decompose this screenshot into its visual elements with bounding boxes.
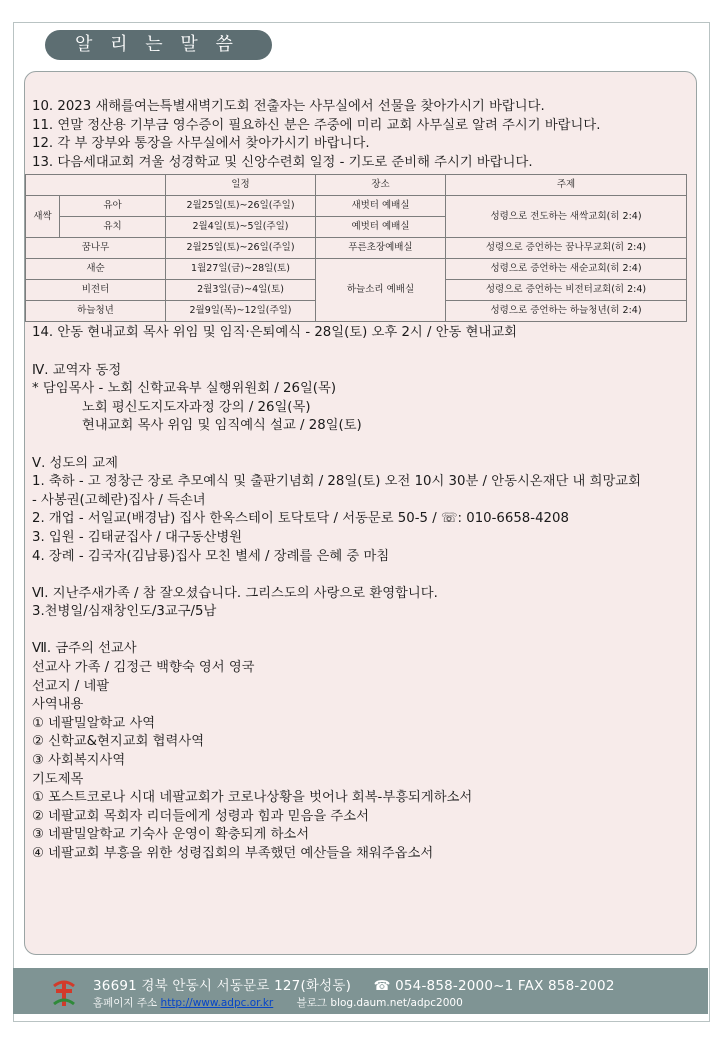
- blog-label: 블로그: [296, 997, 328, 1009]
- sec7-line: 사역내용: [32, 697, 84, 713]
- sec4-line: 현내교회 목사 위임 및 임직예식 설교 / 28일(토): [82, 418, 362, 434]
- row-date: 1월27일(금)~28일(토): [166, 259, 316, 280]
- row-date: 2월4일(토)~5일(주일): [166, 217, 316, 238]
- row-theme: 성령으로 증언하는 하늘청년(히 2:4): [446, 301, 687, 322]
- row-place: 새벗터 예배실: [316, 196, 446, 217]
- row-date: 2월25일(토)~26일(주일): [166, 196, 316, 217]
- row-place: 하늘소리 예배실: [316, 259, 446, 322]
- announcement-10: 10. 2023 새해를여는특별새벽기도회 전출자는 사무실에서 선물을 찾아가시기 바랍니다.: [32, 99, 545, 114]
- sec7-line: ③ 사회복지사역: [32, 753, 126, 769]
- sec7-line: ① 포스트코로나 시대 네팔교회가 코로나상황을 벗어나 회복-부흥되게하소서: [32, 790, 473, 806]
- sec7-line: ④ 네팔교회 부흥을 위한 성령집회의 부족했던 예산들을 채워주옵소서: [32, 846, 434, 861]
- footer-phone: ☎ 054-858-2000~1 FAX 858-2002: [373, 978, 615, 994]
- sec7-line: ① 네팔밀알학교 사역: [32, 715, 156, 731]
- row-place: 푸른초장예배실: [316, 238, 446, 259]
- sec7-line: 선교사 가족 / 김정근 백향숙 영서 영국: [32, 660, 255, 676]
- row-theme: 성령으로 증언하는 비전터교회(히 2:4): [446, 280, 687, 301]
- sec5-line: - 사봉권(고혜란)집사 / 득손녀: [32, 492, 206, 508]
- sec5-line: 3. 입원 - 김태균집사 / 대구동산병원: [32, 529, 243, 545]
- row-place: 예벗터 예배실: [316, 217, 446, 238]
- sec5-line: 4. 장례 - 김국자(김남룡)집사 모친 별세 / 장례를 은혜 중 마침: [32, 548, 390, 564]
- row-name: 비전터: [26, 280, 166, 301]
- announcement-11: 11. 연말 정산용 기부금 영수증이 필요하신 분은 주중에 미리 교회 사무실로 알려 주시기 바랍니다.: [32, 117, 601, 133]
- homepage-link[interactable]: http://www.adpc.or.kr: [160, 997, 274, 1009]
- announcement-content: [32, 98, 692, 864]
- group-label: 새싹: [26, 196, 60, 238]
- row-theme: 성령으로 증언하는 새순교회(히 2:4): [446, 259, 687, 280]
- sec7-line: ③ 네팔밀알학교 기숙사 운영이 확충되게 하소서: [32, 827, 310, 843]
- row-date: 2월25일(토)~26일(주일): [166, 238, 316, 259]
- footer-links-line: [93, 995, 463, 1010]
- row-name: 꿈나무: [26, 238, 166, 259]
- row-name: 새순: [26, 259, 166, 280]
- row-name: 유치: [60, 217, 166, 238]
- sec6-title: Ⅵ. 지난주새가족 / 참 잘오셨습니다. 그리스도의 사랑으로 환영합니다.: [32, 585, 438, 601]
- sec7-line: 선교지 / 네팔: [32, 678, 110, 694]
- sec4-title: Ⅳ. 교역자 동정: [32, 362, 122, 378]
- table-row: [26, 238, 687, 259]
- sec7-line: ② 네팔교회 목회자 리더들에게 성령과 힘과 믿음을 주소서: [32, 808, 369, 824]
- row-name: 유아: [60, 196, 166, 217]
- row-theme: 성령으로 전도하는 새싹교회(히 2:4): [446, 196, 687, 238]
- sec4-line: 노회 평신도지도자과정 강의 / 26일(목): [82, 399, 311, 415]
- schedule-table: [25, 174, 687, 322]
- sec5-line: 2. 개업 - 서일교(배경남) 집사 한옥스테이 토닥토닥 / 서동문로 50-5 / ☏: 010-6658-4208: [32, 511, 569, 527]
- table-header: 장소: [316, 175, 446, 196]
- blog-link[interactable]: blog.daum.net/adpc2000: [330, 997, 463, 1009]
- sec5-title: Ⅴ. 성도의 교제: [32, 455, 119, 471]
- table-row: [26, 259, 687, 280]
- announcement-14: 14. 안동 현내교회 목사 위임 및 임직·은퇴예식 - 28일(토) 오후 2시 / 안동 현내교회: [32, 325, 518, 341]
- row-theme: 성령으로 증언하는 꿈나무교회(히 2:4): [446, 238, 687, 259]
- sec4-line: * 담임목사 - 노회 신학교육부 실행위원회 / 26일(목): [32, 381, 337, 397]
- table-header: 주제: [446, 175, 687, 196]
- table-row: [26, 196, 687, 217]
- sec7-line: ② 신학교&현지교회 협력사역: [32, 734, 205, 750]
- table-header: 일정: [166, 175, 316, 196]
- row-date: 2월3일(금)~4일(토): [166, 280, 316, 301]
- row-name: 하늘청년: [26, 301, 166, 322]
- homepage-label: 홈페이지 주소: [93, 997, 158, 1009]
- section-title: 알 리 는 말 씀: [45, 30, 272, 60]
- announcement-13: 13. 다음세대교회 겨울 성경학교 및 신앙수련회 일정 - 기도로 준비해 주시기 바랍니다.: [32, 154, 533, 170]
- row-date: 2월9일(목)~12일(주일): [166, 301, 316, 322]
- footer-address-line: [93, 974, 615, 994]
- announcement-12: 12. 각 부 장부와 통장을 사무실에서 찾아가시기 바랍니다.: [32, 136, 370, 152]
- footer: [13, 968, 708, 1014]
- table-header-row: [26, 175, 687, 196]
- sec7-title: Ⅶ. 금주의 선교사: [32, 641, 137, 657]
- church-logo-icon: [51, 976, 77, 1008]
- table-cell: [26, 175, 166, 196]
- sec6-line: 3.천병일/심재창인도/3교구/5남: [32, 604, 217, 620]
- sec7-line: 기도제목: [32, 771, 84, 787]
- footer-address: 36691 경북 안동시 서동문로 127(화성동): [93, 978, 352, 994]
- sec5-line: 1. 축하 - 고 정창근 장로 추모예식 및 출판기념회 / 28일(토) 오전 10시 30분 / 안동시온재단 내 희망교회: [32, 474, 641, 490]
